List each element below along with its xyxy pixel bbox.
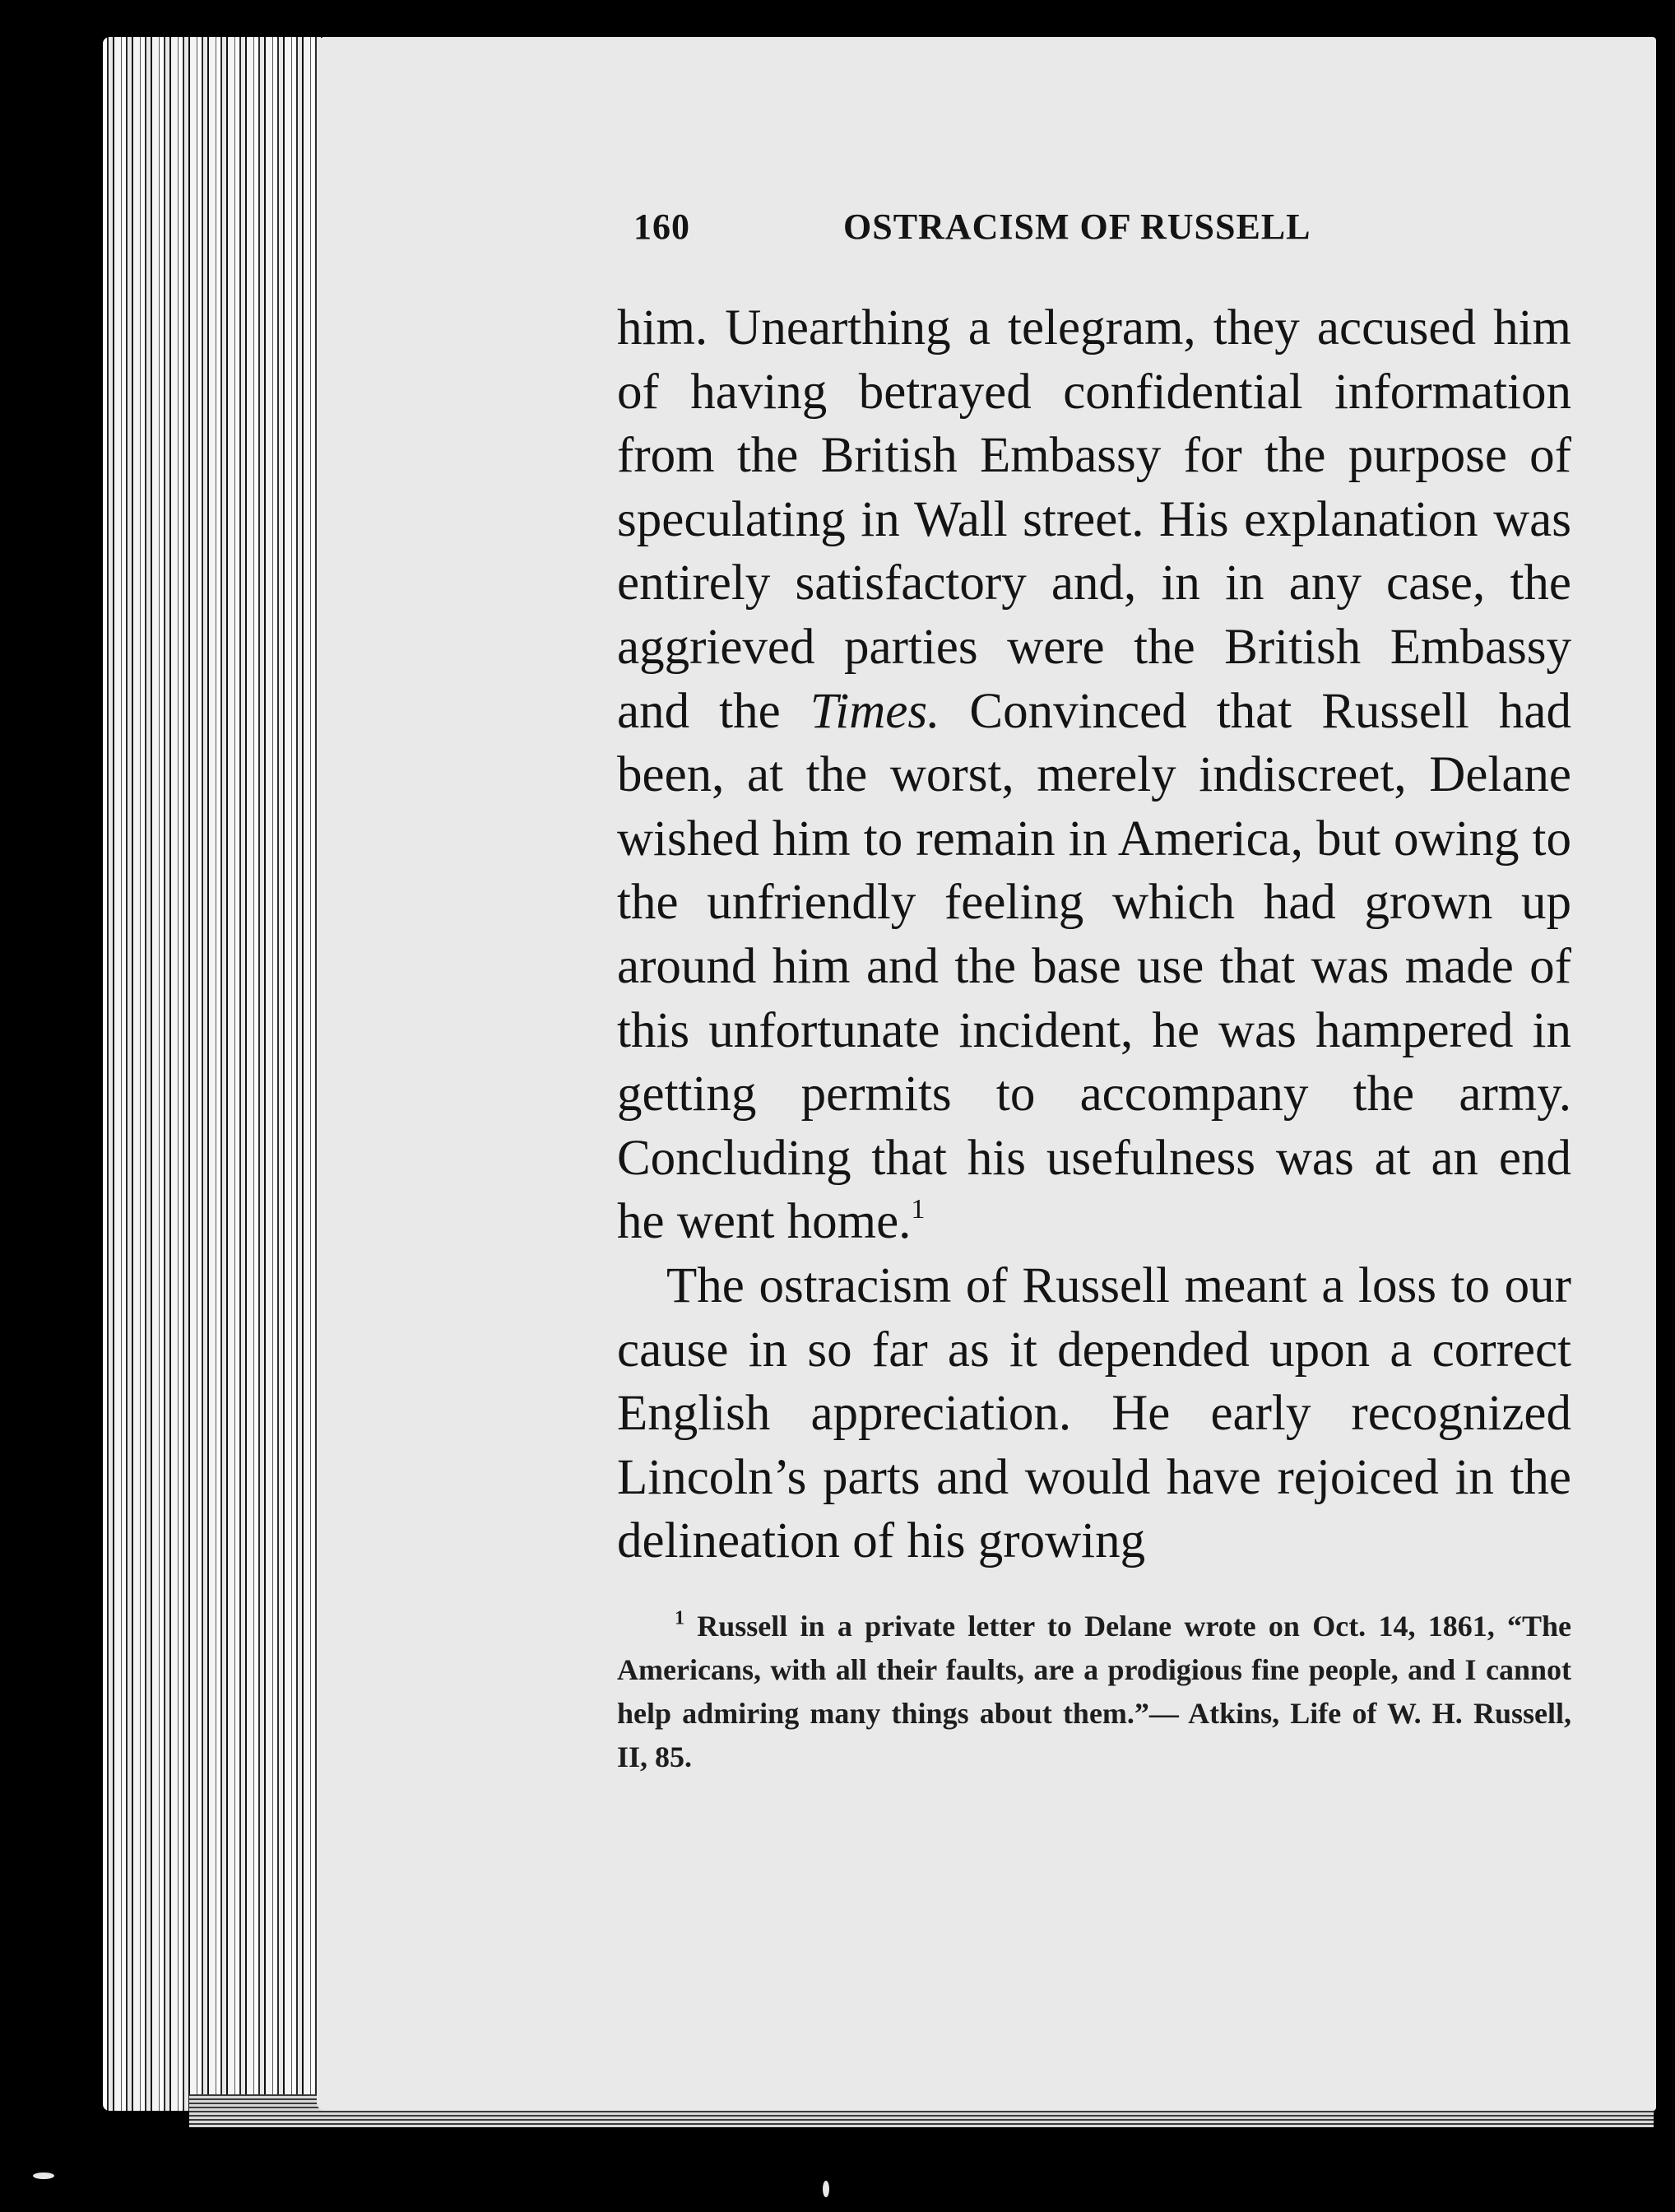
page-edges <box>103 37 325 2111</box>
footnote-reference: 1 <box>911 1194 926 1225</box>
paragraph-text: Convinced that Russell had been, at the worst, merely indiscreet, Delane wished him to remain in America, but owing to the unfriendly feeling which had grown up around him and the base use that was made of this unfortunate incident, he was hampered in getting permits to accompany the army. Concluding that his usefulness was at an end he went home. <box>617 683 1571 1250</box>
running-head <box>617 206 1571 263</box>
running-title: OSTRACISM OF RUSSELL <box>843 207 1311 247</box>
footnote <box>617 1605 1571 1779</box>
italic-title: Times. <box>810 683 940 739</box>
footnote-marker: 1 <box>675 1607 684 1629</box>
footnote-body: Russell in a private letter to Delane wrote on Oct. 14, 1861, “The Americans, with all their faults, are a prodigious fine people, and I cannot help admiring many things about them.”— Atkins, Life of W. H. Russell, II, 85. <box>617 1609 1571 1773</box>
body-text <box>617 296 1571 1573</box>
paragraph <box>617 296 1571 1254</box>
page-content <box>617 206 1571 1779</box>
page-number: 160 <box>633 207 690 247</box>
paragraph <box>617 1254 1571 1573</box>
paragraph-text: him. Unearthing a telegram, they accused him of having betrayed confidential information from the British Embassy for the purpose of speculating in Wall street. His explanation was entirely satisfactory and, in in any case, the aggrieved parties were the British Embassy and the <box>617 300 1571 739</box>
scan-speck <box>33 2172 54 2179</box>
paragraph-text: The ostracism of Russell meant a loss to our cause in so far as it depended upon a correct English appreciation. He early recognized Lincoln’s parts and would have rejoiced in the delineation of his growing <box>617 1257 1571 1569</box>
scan-speck <box>823 2181 829 2197</box>
footnote-text <box>617 1605 1571 1779</box>
